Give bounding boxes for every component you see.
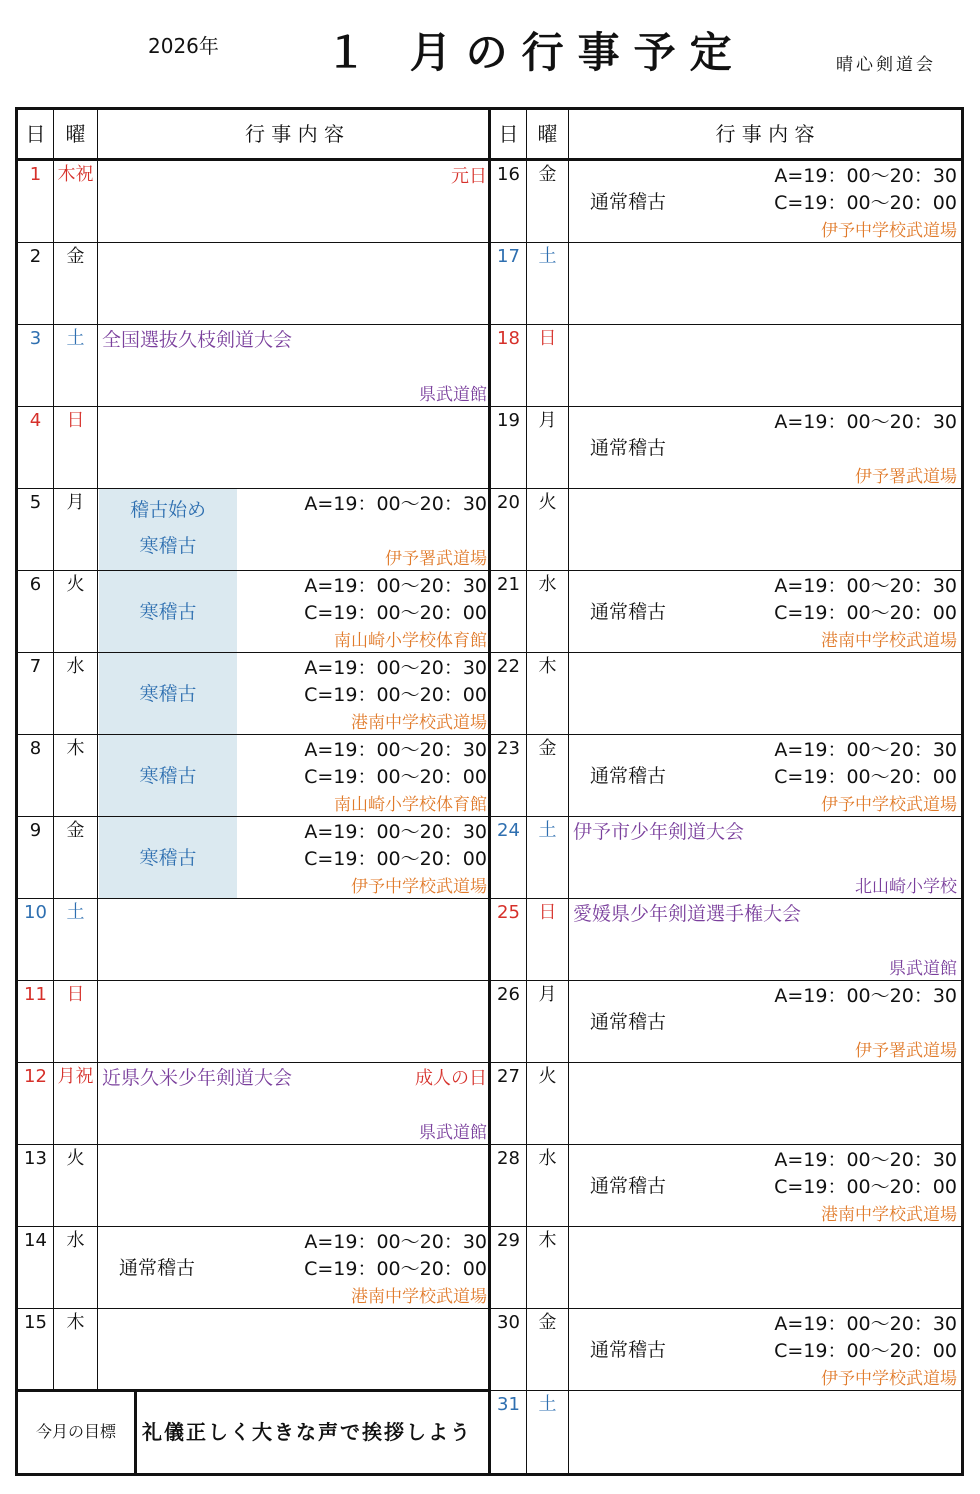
day-number: 6 bbox=[29, 574, 42, 595]
venue-name: 伊予署武道場 bbox=[855, 467, 957, 487]
venue-name: 南山崎小学校体育館 bbox=[334, 631, 487, 651]
weekday-label: 木祝 bbox=[57, 164, 94, 185]
practice-type: 通常稽古 bbox=[590, 601, 667, 623]
weekday-label: 火 bbox=[538, 1066, 557, 1087]
column-header-day: 日 bbox=[498, 122, 519, 146]
day-row bbox=[18, 571, 491, 653]
day-number: 7 bbox=[29, 656, 42, 677]
column-header-day: 日 bbox=[25, 122, 46, 146]
practice-type: 寒稽古 bbox=[139, 847, 197, 869]
day-number: 2 bbox=[29, 246, 42, 267]
day-number: 25 bbox=[497, 902, 520, 923]
practice-time: C=19：00～20：00 bbox=[304, 848, 487, 870]
venue-name: 港南中学校武道場 bbox=[351, 1287, 487, 1307]
column-header-right bbox=[491, 110, 961, 161]
weekday-label: 金 bbox=[538, 1312, 557, 1333]
day-row bbox=[491, 653, 961, 735]
weekday-label: 土 bbox=[538, 1394, 557, 1415]
divider-line bbox=[568, 110, 569, 1473]
day-number: 3 bbox=[29, 328, 42, 349]
weekday-label: 木 bbox=[66, 1312, 85, 1333]
day-number: 26 bbox=[497, 984, 520, 1005]
practice-type: 寒稽古 bbox=[139, 683, 197, 705]
practice-highlight bbox=[99, 817, 237, 898]
practice-time: A=19：00～20：30 bbox=[304, 493, 487, 515]
day-number: 4 bbox=[29, 410, 42, 431]
weekday-label: 木 bbox=[66, 738, 85, 759]
day-row bbox=[18, 653, 491, 735]
day-number: 1 bbox=[29, 164, 42, 185]
practice-type: 通常稽古 bbox=[590, 1339, 667, 1361]
venue-name: 港南中学校武道場 bbox=[821, 631, 957, 651]
weekday-label: 土 bbox=[66, 328, 85, 349]
day-number: 13 bbox=[24, 1148, 47, 1169]
schedule-left-half bbox=[15, 107, 491, 1476]
practice-time: C=19：00～20：00 bbox=[774, 602, 957, 624]
day-number: 31 bbox=[497, 1394, 520, 1415]
weekday-label: 月 bbox=[538, 410, 557, 431]
monthly-goal-text: 礼儀正しく大きな声で挨拶しよう bbox=[142, 1420, 472, 1444]
day-row bbox=[491, 1063, 961, 1145]
day-row bbox=[491, 243, 961, 325]
day-row bbox=[18, 981, 491, 1063]
weekday-label: 金 bbox=[538, 164, 557, 185]
day-row bbox=[491, 1309, 961, 1391]
venue-name: 伊予中学校武道場 bbox=[821, 221, 957, 241]
weekday-label: 木 bbox=[538, 1230, 557, 1251]
day-number: 9 bbox=[29, 820, 42, 841]
column-header-content: 行 事 内 容 bbox=[244, 122, 345, 146]
weekday-label: 水 bbox=[66, 656, 85, 677]
day-row bbox=[491, 161, 961, 243]
weekday-label: 火 bbox=[66, 574, 85, 595]
practice-time: A=19：00～20：30 bbox=[304, 1231, 487, 1253]
venue-name: 港南中学校武道場 bbox=[821, 1205, 957, 1225]
day-number: 30 bbox=[497, 1312, 520, 1333]
practice-highlight bbox=[99, 653, 237, 734]
practice-time: A=19：00～20：30 bbox=[774, 739, 957, 761]
day-row bbox=[18, 1227, 491, 1309]
weekday-label: 土 bbox=[538, 820, 557, 841]
venue-name: 南山崎小学校体育館 bbox=[334, 795, 487, 815]
holiday-label: 元日 bbox=[451, 166, 487, 187]
page-title: １ 月の行事予定 bbox=[325, 28, 746, 77]
weekday-label: 日 bbox=[66, 984, 85, 1005]
practice-time: C=19：00～20：00 bbox=[304, 1258, 487, 1280]
day-row bbox=[18, 1145, 491, 1227]
practice-time: A=19：00～20：30 bbox=[304, 575, 487, 597]
practice-highlight bbox=[99, 735, 237, 816]
day-row bbox=[18, 735, 491, 817]
day-number: 24 bbox=[497, 820, 520, 841]
weekday-label: 月 bbox=[66, 492, 85, 513]
day-row bbox=[491, 407, 961, 489]
day-number: 19 bbox=[497, 410, 520, 431]
day-row bbox=[491, 1391, 961, 1472]
practice-type: 通常稽古 bbox=[590, 1011, 667, 1033]
weekday-label: 金 bbox=[66, 820, 85, 841]
event-name: 全国選抜久枝剣道大会 bbox=[102, 329, 293, 351]
venue-name: 伊予中学校武道場 bbox=[821, 795, 957, 815]
practice-type: 通常稽古 bbox=[590, 765, 667, 787]
day-number: 10 bbox=[24, 902, 47, 923]
day-row bbox=[18, 1063, 491, 1145]
day-number: 11 bbox=[24, 984, 47, 1005]
weekday-label: 水 bbox=[538, 574, 557, 595]
day-number: 17 bbox=[497, 246, 520, 267]
day-number: 8 bbox=[29, 738, 42, 759]
practice-type: 通常稽古 bbox=[590, 191, 667, 213]
day-number: 27 bbox=[497, 1066, 520, 1087]
schedule-right-half bbox=[488, 107, 964, 1476]
practice-highlight bbox=[99, 571, 237, 652]
day-number: 23 bbox=[497, 738, 520, 759]
weekday-label: 月 bbox=[538, 984, 557, 1005]
day-number: 18 bbox=[497, 328, 520, 349]
venue-name: 伊予署武道場 bbox=[385, 549, 487, 569]
practice-time: C=19：00～20：00 bbox=[304, 766, 487, 788]
weekday-label: 金 bbox=[538, 738, 557, 759]
weekday-label: 日 bbox=[538, 902, 557, 923]
practice-time: A=19：00～20：30 bbox=[774, 411, 957, 433]
weekday-label: 金 bbox=[66, 246, 85, 267]
day-row bbox=[18, 161, 491, 243]
practice-time: A=19：00～20：30 bbox=[304, 821, 487, 843]
day-number: 16 bbox=[497, 164, 520, 185]
practice-time: C=19：00～20：00 bbox=[774, 1176, 957, 1198]
venue-name: 県武道館 bbox=[889, 959, 957, 979]
column-header-content: 行 事 内 容 bbox=[715, 122, 815, 146]
day-row bbox=[491, 325, 961, 407]
venue-name: 県武道館 bbox=[419, 385, 487, 405]
day-number: 22 bbox=[497, 656, 520, 677]
day-row bbox=[491, 489, 961, 571]
practice-time: C=19：00～20：00 bbox=[774, 1340, 957, 1362]
day-row bbox=[18, 817, 491, 899]
practice-type: 通常稽古 bbox=[590, 1175, 667, 1197]
venue-name: 伊予署武道場 bbox=[855, 1041, 957, 1061]
weekday-label: 日 bbox=[538, 328, 557, 349]
weekday-label: 土 bbox=[538, 246, 557, 267]
practice-time: C=19：00～20：00 bbox=[774, 766, 957, 788]
venue-name: 伊予中学校武道場 bbox=[351, 877, 487, 897]
day-number: 21 bbox=[497, 574, 520, 595]
holiday-label: 成人の日 bbox=[415, 1068, 487, 1089]
practice-type: 寒稽古 bbox=[139, 765, 197, 787]
event-name: 愛媛県少年剣道選手権大会 bbox=[573, 903, 802, 925]
column-header-weekday: 曜 bbox=[537, 122, 558, 146]
venue-name: 北山崎小学校 bbox=[855, 877, 957, 897]
practice-type: 通常稽古 bbox=[590, 437, 667, 459]
day-row bbox=[18, 407, 491, 489]
organization-name: 晴心剣道会 bbox=[836, 55, 936, 75]
day-number: 14 bbox=[24, 1230, 47, 1251]
day-row bbox=[491, 981, 961, 1063]
day-row bbox=[18, 1309, 491, 1391]
practice-time: A=19：00～20：30 bbox=[774, 1149, 957, 1171]
day-row bbox=[491, 1145, 961, 1227]
day-number: 15 bbox=[24, 1312, 47, 1333]
weekday-label: 火 bbox=[538, 492, 557, 513]
weekday-label: 月祝 bbox=[57, 1066, 94, 1087]
practice-time: A=19：00～20：30 bbox=[774, 1313, 957, 1335]
day-row bbox=[491, 571, 961, 653]
day-number: 5 bbox=[29, 492, 42, 513]
day-row bbox=[18, 489, 491, 571]
day-row bbox=[18, 325, 491, 407]
day-row bbox=[18, 899, 491, 981]
weekday-label: 水 bbox=[66, 1230, 85, 1251]
weekday-label: 火 bbox=[66, 1148, 85, 1169]
divider-line bbox=[97, 110, 98, 1389]
day-row bbox=[491, 1227, 961, 1309]
day-number: 29 bbox=[497, 1230, 520, 1251]
practice-type: 寒稽古 bbox=[139, 601, 197, 623]
weekday-label: 水 bbox=[538, 1148, 557, 1169]
practice-type: 稽古始め bbox=[129, 499, 206, 521]
practice-highlight bbox=[99, 489, 237, 570]
venue-name: 伊予中学校武道場 bbox=[821, 1369, 957, 1389]
weekday-label: 木 bbox=[538, 656, 557, 677]
divider-line bbox=[526, 110, 527, 1473]
column-header-left bbox=[18, 110, 491, 161]
practice-type: 通常稽古 bbox=[119, 1257, 196, 1279]
practice-time: A=19：00～20：30 bbox=[774, 165, 957, 187]
monthly-goal-label: 今月の目標 bbox=[18, 1392, 137, 1476]
practice-time: C=19：00～20：00 bbox=[304, 602, 487, 624]
practice-type: 寒稽古 bbox=[139, 535, 197, 557]
event-name: 伊予市少年剣道大会 bbox=[573, 821, 745, 843]
weekday-label: 土 bbox=[66, 902, 85, 923]
day-row bbox=[18, 243, 491, 325]
day-row bbox=[491, 735, 961, 817]
day-number: 20 bbox=[497, 492, 520, 513]
practice-time: A=19：00～20：30 bbox=[304, 739, 487, 761]
venue-name: 港南中学校武道場 bbox=[351, 713, 487, 733]
column-header-weekday: 曜 bbox=[65, 122, 86, 146]
divider-line bbox=[53, 110, 54, 1389]
day-row bbox=[491, 817, 961, 899]
practice-time: A=19：00～20：30 bbox=[774, 985, 957, 1007]
venue-name: 県武道館 bbox=[419, 1123, 487, 1143]
year-label: 2026年 bbox=[148, 34, 219, 58]
practice-time: A=19：00～20：30 bbox=[774, 575, 957, 597]
practice-time: C=19：00～20：00 bbox=[304, 684, 487, 706]
day-number: 12 bbox=[24, 1066, 47, 1087]
practice-time: C=19：00～20：00 bbox=[774, 192, 957, 214]
monthly-goal bbox=[18, 1389, 491, 1476]
day-number: 28 bbox=[497, 1148, 520, 1169]
practice-time: A=19：00～20：30 bbox=[304, 657, 487, 679]
event-name: 近県久米少年剣道大会 bbox=[102, 1067, 293, 1089]
weekday-label: 日 bbox=[66, 410, 85, 431]
day-row bbox=[491, 899, 961, 981]
